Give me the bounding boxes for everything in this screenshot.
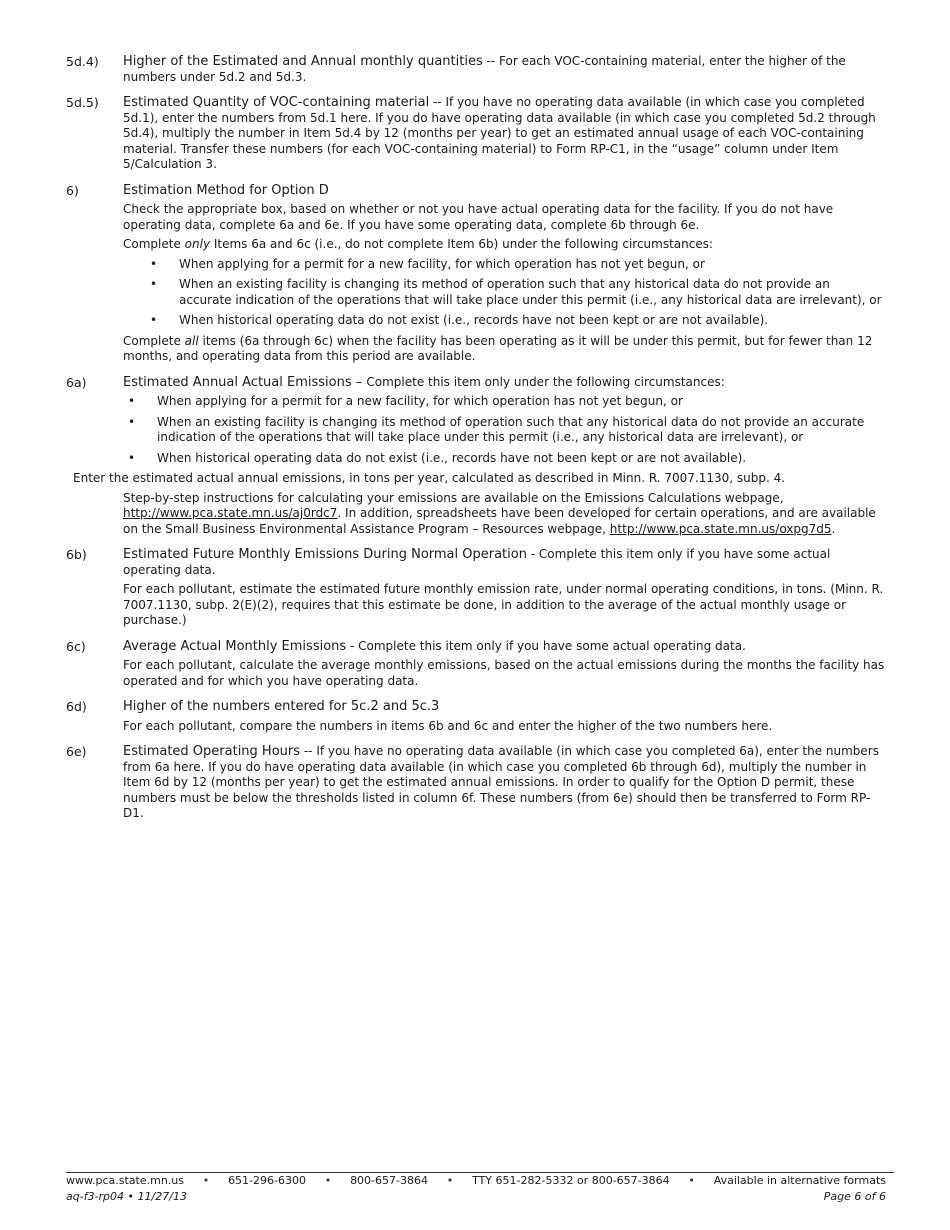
item-number: 6) [66, 182, 79, 198]
item-text: - Complete this item only if you have some actual operating data. [346, 638, 746, 653]
instructions-content [66, 54, 886, 832]
footer-website: www.pca.state.mn.us [66, 1174, 184, 1187]
item-title: Estimated Operating Hours [123, 744, 301, 759]
item-number: 6e) [66, 744, 87, 759]
item-text: Complete this item only under the following circumstances: [366, 374, 725, 389]
footer-phone: 651-296-6300 [228, 1174, 306, 1187]
item-paragraph: Complete only Items 6a and 6c (i.e., do not complete Item 6b) under the following circumstances: [123, 237, 714, 251]
footer-contact-row [66, 1174, 894, 1187]
item-number: 6c) [66, 638, 86, 654]
item-title: Estimated Annual Actual Emissions – [123, 374, 367, 390]
bullet-list [66, 394, 886, 466]
item-number: 5d.5) [66, 95, 99, 110]
item-paragraph: Complete all items (6a through 6c) when the facility has been operating as it will be under this permit, but for fewer than 12 months, and operating data from this period are available. [123, 333, 873, 363]
footer-separator: • [688, 1174, 695, 1187]
item-paragraph: For each pollutant, calculate the average monthly emissions, based on the actual emissions during the months the facility has operated and for which you have operating data. [123, 658, 885, 688]
list-item: • When an existing facility is changing its method of operation such that any historical data do not provide an accurate indication of the operations that will take place under this permit (i.e., any historical data are irrelevant), or [66, 415, 886, 446]
list-item: • When an existing facility is changing its method of operation such that any historical data do not provide an accurate indication of the operations that will take place under this permit (i.e., any historical data are irrelevant), or [123, 277, 886, 308]
item-title: Higher of the Estimated and Annual monthly quantities [123, 54, 483, 69]
bullet-list [123, 257, 886, 329]
list-item: • When historical operating data do not exist (i.e., records have not been kept or are not available). [123, 313, 886, 329]
emissions-calculations-link[interactable]: http://www.pca.state.mn.us/aj0rdc7 [123, 506, 338, 520]
footer-form-row [66, 1190, 894, 1203]
item-6e [66, 744, 886, 826]
item-6b [66, 547, 886, 633]
item-text: -- For each VOC-containing material, enter the higher of the numbers under 5d.2 and 5d.3. [123, 54, 846, 84]
footer-formats: Available in alternative formats [713, 1174, 886, 1187]
list-item: • When applying for a permit for a new facility, for which operation has not yet begun, or [123, 257, 886, 273]
item-number: 6b) [66, 547, 87, 562]
item-5d4 [66, 54, 886, 89]
footer-phone: 800-657-3864 [350, 1174, 428, 1187]
item-6d [66, 699, 886, 738]
item-6c [66, 639, 886, 694]
item-text: -- If you have no operating data available (in which case you completed 6a), enter the numbers from 6a here. If you do have operating data available (in which case you completed 6b through 6d), multiply the number in Item 6d by 12 (months per year) to get the estimated annual emissions. In order to qualify for the Option D permit, these numbers must be below the thresholds listed in column 6f. These numbers (from 6e) should then be transferred to Form RP-D1. [123, 744, 879, 820]
item-text: - Complete this item only if you have some actual operating data. [123, 547, 831, 577]
item-paragraph: For each pollutant, estimate the estimated future monthly emission rate, under normal operating conditions, in tons. (Minn. R. 7007.1130, subp. 2(E)(2), requires that this estimate be done, in addition to the average of the actual monthly usage or purchase.) [123, 582, 884, 627]
item-number: 5d.4) [66, 54, 99, 69]
item-title: Average Actual Monthly Emissions [123, 638, 347, 654]
item-number: 6a) [66, 374, 87, 390]
item-text: -- If you have no operating data available (in which case you completed 5d.1), enter the numbers from 5d.1 here. If you do have operating data available (in which case you completed 5d.2 through 5d.4), multiply the number in Item 5d.4 by 12 (months per year) to get an estimated annual usage of each VOC-containing material. Transfer these numbers (for each VOC-containing material) to Form RP-C1, in the “usage” column under Item 5/Calculation 3. [123, 95, 876, 171]
item-paragraph: Enter the estimated actual annual emissions, in tons per year, calculated as described in Minn. R. 7007.1130, subp. 4. [73, 471, 786, 485]
footer-separator: • [202, 1174, 210, 1187]
item-6 [66, 183, 886, 369]
item-title: Estimated Future Monthly Emissions During Normal Operation [123, 547, 527, 562]
sbeap-resources-link[interactable]: http://www.pca.state.mn.us/oxpg7d5 [609, 521, 832, 536]
item-5d5 [66, 95, 886, 177]
item-title: Higher of the numbers entered for 5c.2 and 5c.3 [123, 699, 440, 714]
item-paragraph: For each pollutant, compare the numbers in items 6b and 6c and enter the higher of the two numbers here. [123, 718, 773, 733]
page-footer [66, 1172, 894, 1203]
footer-separator: • [324, 1174, 332, 1187]
item-paragraph: Check the appropriate box, based on whether or not you have actual operating data for the facility. If you do not have operating data, complete 6a and 6e. If you have some operating data, complete 6b through 6e. [123, 202, 834, 232]
item-6a [66, 375, 886, 542]
footer-tty: TTY 651-282-5332 or 800-657-3864 [472, 1174, 670, 1187]
list-item: • When historical operating data do not exist (i.e., records have not been kept or are not available). [66, 451, 886, 467]
item-title: Estimated Quantity of VOC-containing material [123, 95, 430, 110]
form-id: aq-f3-rp04 • 11/27/13 [66, 1190, 187, 1203]
item-paragraph: Step-by-step instructions for calculating your emissions are available on the Emissions Calculations webpage, http://www.pca.state.mn.us/aj0rdc7. In addition, spreadsheets have been developed for certain operations, and are available on the Small Business Environmental Assistance Program – Resources webpage, http://www.pca.state.mn.us/oxpg7d5. [123, 490, 876, 536]
item-title: Estimation Method for Option D [123, 182, 329, 198]
footer-divider [66, 1172, 894, 1173]
page-number: Page 6 of 6 [823, 1190, 886, 1203]
footer-separator: • [446, 1174, 454, 1187]
item-number: 6d) [66, 699, 87, 714]
list-item: • When applying for a permit for a new facility, for which operation has not yet begun, or [66, 394, 886, 410]
